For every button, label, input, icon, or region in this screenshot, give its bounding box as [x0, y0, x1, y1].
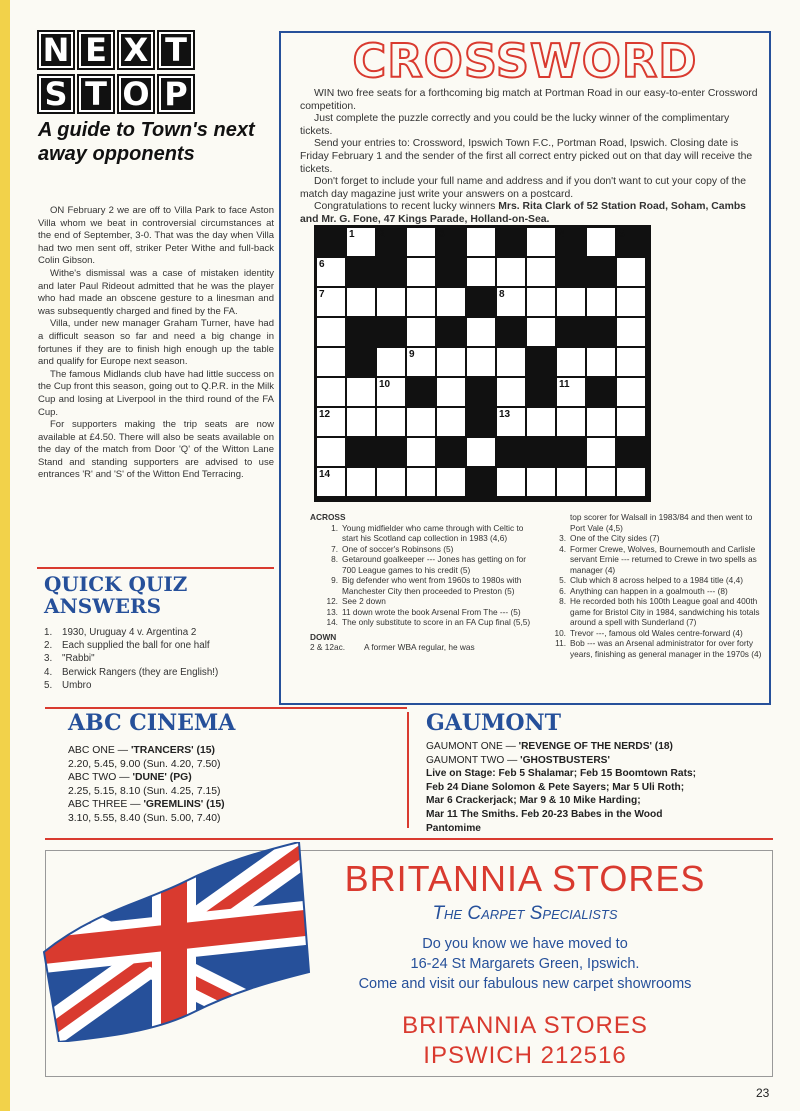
live-line: Pantomime — [426, 822, 481, 834]
clue-number: 14. — [326, 617, 338, 627]
grid-cell — [467, 438, 495, 466]
article-paragraph: For supporters making the trip seats are now available at £4.50. There will also be seats available on the day of the match from Door 'Q' of the Witton Lane Stand and standing supporters are advised to use entrances 'R' and 'S' of the Witton End Terracing. — [38, 419, 274, 481]
next-stop-article — [38, 205, 274, 482]
grid-cell — [497, 258, 525, 286]
grid-clue-number: 1 — [349, 229, 355, 240]
crossword-title: CROSSWORD — [352, 34, 698, 88]
screen-name: ABC THREE — — [68, 799, 144, 811]
grid-cell — [467, 348, 495, 376]
grid-cell — [317, 378, 345, 406]
logo-letter: N — [37, 30, 75, 70]
advert-message — [310, 934, 740, 994]
clue-text: Bob --- was an Arsenal administrator for over forty years, finishing as general manager in the 1970s (4) — [570, 638, 762, 659]
next-stop-row-1 — [37, 30, 197, 70]
clue-number: 5. — [559, 575, 566, 585]
grid-cell — [497, 378, 525, 406]
article-paragraph: Villa, under new manager Graham Turner, have had a difficult season so far and need a big change in fortunes if they are to finish high enough up the table and qualify for Europe next season. — [38, 318, 274, 368]
winners-names: Mrs. Rita Clark of 52 Station Road, Soham, Cambs and Mr. G. Fone, 47 Kings Parade, Holland-on-Sea. — [300, 201, 746, 225]
clue — [310, 554, 538, 575]
gaumont-title: GAUMONT — [426, 710, 562, 736]
clue-text: Club which 8 across helped to a 1984 title (4,4) — [570, 575, 743, 585]
clue — [310, 617, 538, 628]
grid-cell — [407, 438, 435, 466]
quiz-title-line: ANSWERS — [44, 594, 162, 618]
clue-text: See 2 down — [342, 596, 386, 606]
list-item — [44, 626, 284, 639]
grid-cell — [527, 288, 555, 316]
grid-cell — [437, 408, 465, 436]
advert-line: Do you know we have moved to — [422, 936, 628, 952]
abc-cinema-listings — [68, 744, 328, 826]
clue-text: One of the City sides (7) — [570, 533, 660, 543]
quick-quiz-answers — [44, 626, 284, 692]
divider — [407, 712, 409, 828]
clue-number: 4. — [559, 543, 566, 554]
grid-cell — [377, 348, 405, 376]
intro-paragraph: Just complete the puzzle correctly and you could be the lucky winner of the complimentary tickets. — [300, 113, 730, 137]
grid-cell — [407, 408, 435, 436]
clue-text: He recorded both his 100th League goal and 400th game for Bristol City in 1984, sandwiching his totals around a spell with Sunderland (7) — [570, 596, 760, 627]
across-clues — [310, 512, 538, 653]
answer-text: "Rabbi" — [62, 653, 95, 665]
screening-times: 2.20, 5.45, 9.00 (Sun. 4.20, 7.50) — [68, 758, 221, 770]
grid-cell — [527, 228, 555, 256]
grid-cell — [527, 318, 555, 346]
grid-clue-number: 11 — [559, 379, 570, 390]
quiz-title-line: QUICK QUIZ — [44, 572, 188, 596]
grid-cell — [527, 468, 555, 496]
abc-cinema-title: ABC CINEMA — [68, 710, 236, 736]
divider — [45, 707, 407, 709]
clue — [310, 575, 538, 596]
grid-cell — [467, 318, 495, 346]
answer-number: 5. — [44, 679, 53, 691]
grid-clue-number: 2 — [379, 229, 385, 240]
grid-clue-number: 3 — [439, 229, 445, 240]
clue-number: 2 & 12ac. — [310, 642, 346, 652]
next-stop-headline: A guide to Town's next away opponents — [38, 119, 255, 165]
list-item — [44, 679, 284, 692]
clue-number: 11. — [555, 638, 566, 648]
clue-text: Getaround goalkeeper --- Jones has getting on for 700 League games to his credit (5) — [342, 554, 527, 575]
grid-cell — [617, 378, 645, 406]
clue-number: 1. — [331, 522, 338, 533]
advert-line: 16-24 St Margarets Green, Ipswich. — [410, 956, 640, 972]
grid-cell — [407, 228, 435, 256]
screening-times: 2.25, 5.15, 8.10 (Sun. 4.25, 7.15) — [68, 785, 221, 797]
clue-number: 6. — [559, 585, 566, 596]
answer-number: 1. — [44, 627, 53, 638]
divider — [37, 567, 274, 569]
grid-cell — [497, 348, 525, 376]
grid-cell — [617, 348, 645, 376]
clue-number: 7. — [331, 543, 338, 554]
grid-cell — [347, 378, 375, 406]
clue — [538, 628, 764, 639]
grid-clue-number: 5 — [619, 229, 625, 240]
next-stop-row-2 — [37, 74, 197, 114]
clue — [310, 642, 538, 653]
answer-text: Berwick Rangers (they are English!) — [62, 666, 219, 678]
clue-text: Trevor ---, famous old Wales centre-forward (4) — [570, 627, 743, 638]
union-flag-icon — [34, 842, 314, 1042]
article-paragraph: ON February 2 we are off to Villa Park to face Aston Villa whom we beat in controversial circumstances at the end of September, 3-0. That was the day when Villa had two men sent off, striker Peter Withe and full-back Colin Gibson. — [38, 205, 274, 267]
clue-text: top scorer for Walsall in 1983/84 and then went to Port Vale (4,5) — [570, 512, 753, 533]
listing-title — [426, 754, 766, 768]
grid-cell — [407, 318, 435, 346]
logo-letter: O — [117, 74, 155, 114]
clue — [538, 533, 764, 544]
screening-times: 3.10, 5.55, 8.40 (Sun. 5.00, 7.40) — [68, 812, 221, 824]
clue — [538, 596, 764, 628]
winners-paragraph — [300, 201, 760, 226]
logo-letter: S — [37, 74, 75, 114]
clue — [538, 575, 764, 586]
answer-number: 4. — [44, 666, 53, 678]
logo-letter: X — [117, 30, 155, 70]
grid-cell — [377, 468, 405, 496]
intro-paragraph: Don't forget to include your full name and address and if you don't want to cut your copy of the match day magazine just write your answers on a postcard. — [300, 176, 746, 200]
grid-cell — [467, 258, 495, 286]
clue-text: A former WBA regular, he was — [364, 642, 475, 652]
live-line: Feb 24 Diane Solomon & Pete Sayers; Mar 5 Uli Roth; — [426, 781, 685, 793]
listing-title — [426, 740, 766, 754]
clue-text: Anything can happen in a goalmouth --- (8) — [570, 585, 728, 596]
logo-letter: P — [157, 74, 195, 114]
advert-store-name: BRITANNIA STORES — [344, 858, 706, 899]
screen-name: GAUMONT ONE — — [426, 741, 519, 752]
winners-prefix: Congratulations to recent lucky winners — [314, 201, 499, 213]
clue-number: 12. — [326, 596, 338, 606]
down-clues — [538, 512, 764, 659]
grid-cell — [317, 348, 345, 376]
grid-cell — [587, 408, 615, 436]
grid-cell — [617, 468, 645, 496]
logo-letter: E — [77, 30, 115, 70]
page-number: 23 — [756, 1086, 770, 1100]
clue — [310, 596, 538, 607]
grid-cell — [617, 318, 645, 346]
logo-letter: T — [157, 30, 195, 70]
clue — [310, 523, 538, 544]
grid-clue-number: 9 — [409, 349, 415, 360]
live-line: Live on Stage: Feb 5 Shalamar; Feb 15 Boomtown Rats; — [426, 768, 697, 780]
answer-text: Each supplied the ball for one half — [62, 640, 210, 652]
intro-paragraph: Send your entries to: Crossword, Ipswich Town F.C., Portman Road, Ipswich. Closing date is Friday February 1 and the sender of the first all correct entry picked out on that day will receive the tickets. — [300, 138, 753, 175]
clue-number: 9. — [331, 575, 338, 585]
advert-store-name-2: BRITANNIA STORES — [402, 1012, 648, 1039]
clue-text: 11 down wrote the book Arsenal From The --- (5) — [342, 606, 521, 617]
clue — [310, 607, 538, 618]
grid-cell — [587, 228, 615, 256]
list-item — [44, 666, 284, 679]
screen-name: ABC ONE — — [68, 745, 131, 756]
down-heading: DOWN — [310, 631, 337, 642]
list-item — [44, 652, 284, 665]
grid-cell — [377, 288, 405, 316]
clue-text: Young midfielder who came through with Celtic to start his Scotland cap collection in 1983 (4,6) — [342, 522, 524, 543]
quick-quiz-title — [44, 573, 274, 617]
grid-cell — [437, 288, 465, 316]
listing-title — [68, 798, 328, 812]
article-paragraph: Withe's dismissal was a case of mistaken identity and later Paul Rideout admitted that he was the player who had made an obscene gesture to a linesman and was subsequently charged and fined by the FA. — [38, 267, 274, 317]
grid-cell — [617, 288, 645, 316]
grid-clue-number: 7 — [319, 289, 325, 300]
advert-tagline: The Carpet Specialists — [432, 903, 618, 924]
grid-clue-number: 13 — [499, 409, 511, 420]
advert-phone: IPSWICH 212516 — [423, 1042, 627, 1069]
grid-cell — [377, 408, 405, 436]
grid-cell — [587, 288, 615, 316]
grid-cell — [527, 258, 555, 286]
logo-letter: T — [77, 74, 115, 114]
film-title: 'GHOSTBUSTERS' — [520, 754, 610, 766]
answer-text: 1930, Uruguay 4 v. Argentina 2 — [62, 627, 197, 638]
grid-cell — [557, 468, 585, 496]
grid-cell — [317, 318, 345, 346]
clue-number: 13. — [326, 606, 338, 617]
grid-clue-number: 4 — [559, 229, 565, 240]
grid-clue-number: 10 — [379, 379, 391, 390]
divider — [45, 838, 773, 840]
grid-cell — [557, 408, 585, 436]
grid-cell — [437, 468, 465, 496]
film-title: 'TRANCERS' (15) — [130, 745, 215, 756]
grid-cell — [437, 378, 465, 406]
clue — [310, 544, 538, 555]
grid-clue-number: 8 — [499, 289, 505, 300]
screen-name: GAUMONT TWO — — [426, 754, 521, 766]
grid-cell — [617, 408, 645, 436]
grid-cell — [557, 288, 585, 316]
screen-name: ABC TWO — — [68, 772, 133, 784]
grid-cell — [467, 228, 495, 256]
intro-paragraph: WIN two free seats for a forthcoming big match at Portman Road in our easy-to-enter Crossword competition. — [300, 88, 758, 112]
grid-clue-number: 12 — [319, 409, 331, 420]
listing-title — [68, 744, 328, 758]
clue-text: One of soccer's Robinsons (5) — [342, 543, 454, 554]
clue-text: The only substitute to score in an FA Cup final (5,5) — [342, 617, 531, 627]
clue — [538, 586, 764, 597]
film-title: 'GREMLINS' (15) — [143, 799, 225, 811]
crossword-intro — [300, 88, 760, 227]
grid-cell — [407, 468, 435, 496]
across-heading: ACROSS — [310, 512, 346, 522]
answer-number: 2. — [44, 640, 53, 652]
clue-text: Former Crewe, Wolves, Bournemouth and Carlisle servant Ernie --- returned to Crewe in two spells as manager (4) — [570, 543, 757, 575]
grid-cell — [317, 438, 345, 466]
grid-cell — [587, 348, 615, 376]
grid-cell — [527, 408, 555, 436]
live-line: Mar 6 Crackerjack; Mar 9 & 10 Mike Harding; — [426, 795, 641, 807]
grid-cell — [347, 288, 375, 316]
grid-cell — [587, 468, 615, 496]
crossword-grid — [314, 225, 651, 502]
answer-text: Umbro — [62, 679, 92, 691]
live-line: Mar 11 The Smiths. Feb 20-23 Babes in the Wood — [426, 808, 663, 820]
grid-cell — [347, 408, 375, 436]
grid-cell — [407, 258, 435, 286]
answer-number: 3. — [44, 653, 53, 665]
clue-text: Big defender who went from 1960s to 1980s with Manchester City then proceeded to Preston (5) — [342, 575, 522, 596]
clue-number: 8. — [559, 596, 566, 606]
clue-number: 10. — [554, 627, 566, 638]
advert-line: Come and visit our fabulous new carpet showrooms — [358, 976, 692, 992]
film-title: 'REVENGE OF THE NERDS' (18) — [518, 741, 673, 752]
grid-cell — [587, 438, 615, 466]
clue — [538, 638, 764, 659]
grid-cell — [557, 348, 585, 376]
clue-number: 8. — [331, 554, 338, 564]
list-item — [44, 639, 284, 652]
margin-strip — [0, 0, 10, 1111]
grid-cell — [407, 288, 435, 316]
listing-title — [68, 771, 328, 785]
next-stop-logo — [37, 30, 197, 118]
clue-number: 3. — [559, 533, 566, 543]
grid-cell — [347, 468, 375, 496]
gaumont-listings — [426, 740, 766, 835]
grid-cell — [617, 258, 645, 286]
film-title: 'DUNE' (PG) — [132, 772, 192, 784]
article-paragraph: The famous Midlands club have had little success on the Cup front this season, going out to Q.P.R. in the Milk Cup and losing at Liverpool in the third round of the FA Cup. — [38, 368, 274, 418]
grid-clue-number: 6 — [319, 259, 325, 270]
clue — [538, 512, 764, 533]
grid-clue-number: 14 — [319, 469, 331, 480]
grid-cell — [497, 468, 525, 496]
clue — [538, 544, 764, 576]
grid-cell — [437, 348, 465, 376]
